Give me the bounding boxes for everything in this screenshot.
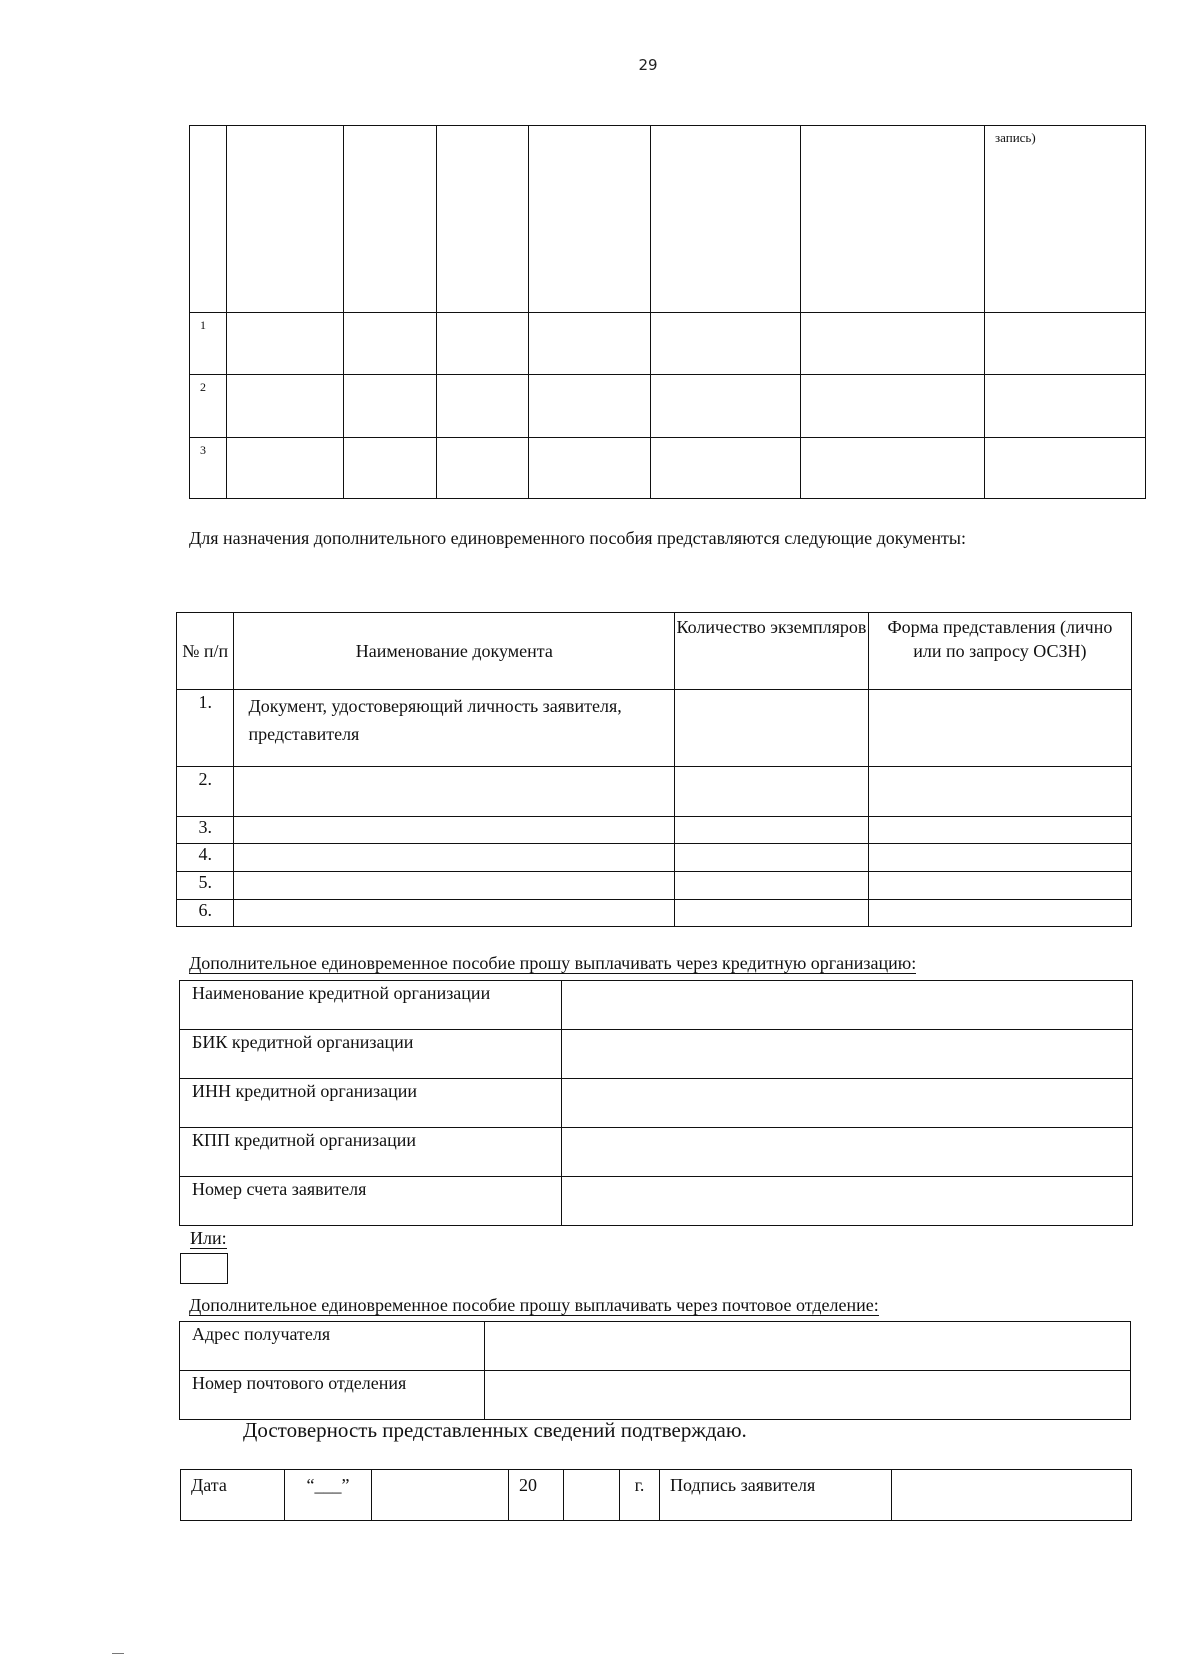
- table-cell[interactable]: [437, 313, 529, 375]
- bank-name-field[interactable]: [562, 981, 1133, 1030]
- kpp-field[interactable]: [562, 1128, 1133, 1177]
- signature-table: [180, 1469, 1132, 1521]
- table-cell[interactable]: [227, 313, 344, 375]
- continuation-table: [189, 125, 1146, 499]
- post-details-table: [179, 1321, 1131, 1420]
- bik-field[interactable]: [562, 1030, 1133, 1079]
- kpp-label: КПП кредитной организации: [180, 1128, 562, 1177]
- table-row: [180, 1030, 1133, 1079]
- document-name[interactable]: [234, 844, 675, 872]
- table-row: [177, 817, 1132, 844]
- table-cell[interactable]: [227, 438, 344, 499]
- table-cell[interactable]: [529, 438, 651, 499]
- document-name[interactable]: [234, 817, 675, 844]
- account-number-label: Номер счета заявителя: [180, 1177, 562, 1226]
- table-cell[interactable]: [529, 375, 651, 438]
- header-num: № п/п: [177, 613, 234, 690]
- table-cell[interactable]: [344, 375, 437, 438]
- table-row: [190, 375, 1146, 438]
- year-prefix: 20: [509, 1470, 564, 1521]
- document-count[interactable]: [675, 690, 869, 767]
- post-office-number-field[interactable]: [485, 1371, 1131, 1420]
- inn-label: ИНН кредитной организации: [180, 1079, 562, 1128]
- table-row: [180, 1128, 1133, 1177]
- table-header-row: [190, 126, 1146, 313]
- document-count[interactable]: [675, 900, 869, 927]
- table-cell[interactable]: [344, 438, 437, 499]
- documents-table: [176, 612, 1132, 927]
- or-label: Или:: [190, 1228, 227, 1248]
- bank-details-table: [179, 980, 1133, 1226]
- table-row: [180, 981, 1133, 1030]
- post-section-heading: Дополнительное единовременное пособие прошу выплачивать через почтовое отделение:: [189, 1295, 879, 1315]
- table-cell[interactable]: [651, 438, 801, 499]
- table-row: [177, 900, 1132, 927]
- recipient-address-label: Адрес получателя: [180, 1322, 485, 1371]
- table-row: [190, 438, 1146, 499]
- table-row: [180, 1371, 1131, 1420]
- table-cell[interactable]: [437, 375, 529, 438]
- document-name[interactable]: Документ, удостоверяющий личность заявителя, представителя: [234, 690, 675, 767]
- header-form: Форма представления (лично или по запросу ОСЗН): [868, 613, 1131, 690]
- document-form[interactable]: [868, 900, 1131, 927]
- recipient-address-field[interactable]: [485, 1322, 1131, 1371]
- row-number: 5.: [177, 872, 234, 900]
- table-row: [177, 767, 1132, 817]
- table-cell[interactable]: [437, 438, 529, 499]
- inn-field[interactable]: [562, 1079, 1133, 1128]
- row-number: 1: [190, 313, 227, 375]
- table-row: [181, 1470, 1132, 1521]
- table-row: [180, 1079, 1133, 1128]
- bank-section-heading: Дополнительное единовременное пособие прошу выплачивать через кредитную организацию:: [189, 953, 917, 973]
- post-office-number-label: Номер почтового отделения: [180, 1371, 485, 1420]
- day-field[interactable]: “___”: [285, 1470, 372, 1521]
- table-row: [177, 872, 1132, 900]
- signature-field[interactable]: [892, 1470, 1132, 1521]
- intro-text: Для назначения дополнительного единовременного пособия представляются следующие документы:: [189, 528, 966, 548]
- document-count[interactable]: [675, 767, 869, 817]
- document-name[interactable]: [234, 872, 675, 900]
- table-cell[interactable]: [985, 438, 1146, 499]
- account-number-field[interactable]: [562, 1177, 1133, 1226]
- table-cell[interactable]: [801, 438, 985, 499]
- document-name[interactable]: [234, 767, 675, 817]
- document-name[interactable]: [234, 900, 675, 927]
- row-number: 2.: [177, 767, 234, 817]
- year-field[interactable]: [564, 1470, 620, 1521]
- header-name: Наименование документа: [234, 613, 675, 690]
- document-count[interactable]: [675, 817, 869, 844]
- table-row: [177, 690, 1132, 767]
- table-cell[interactable]: [344, 313, 437, 375]
- header-note: запись): [985, 126, 1146, 313]
- table-row: [190, 313, 1146, 375]
- document-form[interactable]: [868, 690, 1131, 767]
- documents-header-row: [177, 613, 1132, 690]
- confirmation-text: Достоверность представленных сведений подтверждаю.: [243, 1418, 747, 1442]
- row-number: 1.: [177, 690, 234, 767]
- table-cell[interactable]: [985, 375, 1146, 438]
- table-cell[interactable]: [801, 313, 985, 375]
- table-row: [177, 844, 1132, 872]
- row-number: 6.: [177, 900, 234, 927]
- signature-label: Подпись заявителя: [660, 1470, 892, 1521]
- table-cell[interactable]: [529, 313, 651, 375]
- table-cell[interactable]: [651, 375, 801, 438]
- document-form[interactable]: [868, 817, 1131, 844]
- header-count: Количество экземпляров: [675, 613, 869, 690]
- table-cell[interactable]: [651, 313, 801, 375]
- table-row: [180, 1177, 1133, 1226]
- scan-mark: [112, 1653, 124, 1654]
- row-number: 3: [190, 438, 227, 499]
- document-form[interactable]: [868, 767, 1131, 817]
- document-form[interactable]: [868, 872, 1131, 900]
- month-field[interactable]: [372, 1470, 509, 1521]
- row-number: 2: [190, 375, 227, 438]
- table-cell[interactable]: [227, 375, 344, 438]
- document-count[interactable]: [675, 872, 869, 900]
- table-cell[interactable]: [985, 313, 1146, 375]
- table-cell[interactable]: [801, 375, 985, 438]
- row-number: 3.: [177, 817, 234, 844]
- bik-label: БИК кредитной организации: [180, 1030, 562, 1079]
- document-form[interactable]: [868, 844, 1131, 872]
- payment-option-checkbox[interactable]: [180, 1253, 228, 1284]
- page-number: 29: [638, 56, 658, 74]
- document-count[interactable]: [675, 844, 869, 872]
- bank-name-label: Наименование кредитной организации: [180, 981, 562, 1030]
- date-label: Дата: [181, 1470, 285, 1521]
- table-row: [180, 1322, 1131, 1371]
- row-number: 4.: [177, 844, 234, 872]
- year-abbr: г.: [620, 1470, 660, 1521]
